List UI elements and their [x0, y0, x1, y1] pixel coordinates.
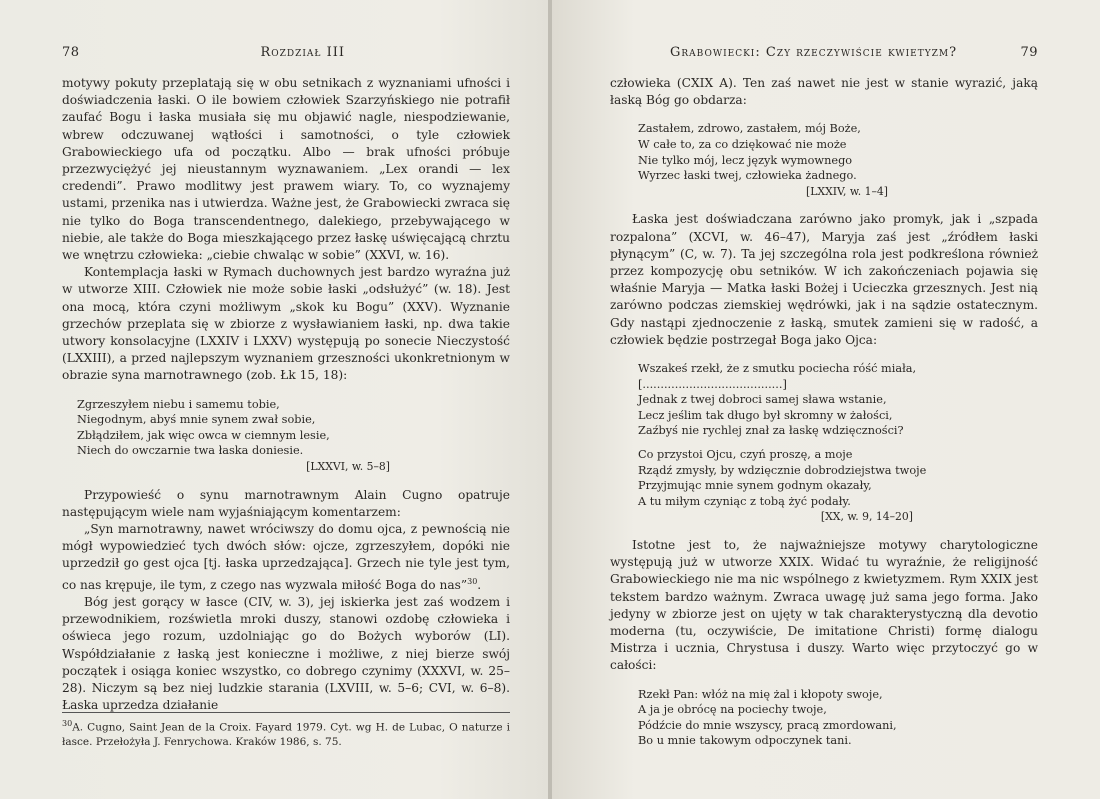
- poem-line: Niegodnym, abyś mnie synem zwał sobie,: [77, 413, 316, 427]
- quotation-text: „Syn marnotrawny, nawet wróciwszy do domu ojca, z pewnością nie mógł wypowiedzieć tych dwóch słów: ojcze, zgrzeszyłem, dopóki nie uprzedził go gest ojca [tj. łaska uprzedzająca]. Grzech nie tyle jest tym, co nas krępuje, ile tym, z czego nas wyzwala miłość Boga do nas”: [62, 522, 510, 592]
- poem-reference: [XX, w. 9, 14–20]: [820, 510, 913, 524]
- poem-quote: [638, 687, 1038, 749]
- poem-quote: [638, 361, 1038, 525]
- poem-line: A ja je obrócę na pociechy twoje,: [638, 703, 827, 717]
- poem-line: Zbłądziłem, jak więc owca w ciemnym lesie,: [77, 428, 330, 442]
- poem-line: Wszakeś rzekł, że z smutku pociecha róść miała,: [638, 362, 917, 375]
- poem-line: Lecz jeślim tak długo był skromny w żałości,: [638, 408, 893, 422]
- running-head: Rozdział III: [260, 45, 345, 60]
- poem-line: Pódźcie do mnie wszyscy, pracą zmordowani,: [638, 718, 897, 732]
- page-number: 78: [62, 45, 80, 60]
- footnote: [62, 712, 510, 749]
- poem-reference: [LXXVI, w. 5–8]: [306, 460, 390, 474]
- page-number: 79: [1020, 45, 1038, 60]
- right-page: [552, 0, 1100, 799]
- poem-line: Rzekł Pan: włóż na mię żal i kłopoty swoje,: [638, 687, 883, 701]
- poem-line: Rządź zmysły, by wdzięcznie dobrodziejstwa twoje: [638, 463, 927, 477]
- poem-line: Przyjmując mnie synem godnym okazały,: [638, 479, 872, 493]
- paragraph: Łaska jest doświadczana zarówno jako promyk, jak i „szpada rozpalona” (XCVI, w. 46–47), Maryja zaś jest „źródłem łaski płynącym” (C, w. 7). Ta jej szczególna rola jest podkreślona również przez kompozycję obu setników. W ich zakończeniach pojawia się właśnie Maryja — Matka łaski Bożej i Ucieczka grzesznych. Jest nią zarówno podczas ziemskiej wędrówki, jak i na sądzie ostatecznym. Gdy nastąpi zjednoczenie z łaską, smutek zamieni się w radość, a człowiek będzie postrzegał Boga jako Ojca:: [610, 212, 1038, 347]
- poem-line: Niech do owczarnie twa łaska doniesie.: [77, 444, 304, 458]
- poem-line: Jednak z twej dobroci samej sława wstanie,: [638, 393, 887, 407]
- footnote-ref: 30: [467, 576, 478, 586]
- poem-quote: [638, 121, 1038, 199]
- right-body: [610, 75, 1038, 749]
- poem-line: Zastałem, zdrowo, zastałem, mój Boże,: [638, 122, 861, 136]
- poem-line: W całe to, za co dziękować nie może: [638, 138, 847, 151]
- footnote-text: A. Cugno, Saint Jean de la Croix. Fayard 1979. Cyt. wg H. de Lubac, O naturze i łasce. Przełożyła J. Fenrychowa. Kraków 1986, s. 75.: [62, 721, 510, 748]
- poem-line: Zgrzeszyłem niebu i samemu tobie,: [77, 397, 280, 411]
- left-page: [0, 0, 548, 799]
- poem-line: A tu miłym czyniąc z tobą żyć podały.: [638, 494, 851, 508]
- quotation: „Syn marnotrawny, nawet wróciwszy do domu ojca, z pewnością nie mógł wypowiedzieć tych dwóch słów: ojcze, zgrzeszyłem, dopóki nie uprzedził go gest ojca [tj. łaska uprzedzająca]. Grzech nie tyle jest tym, co nas krępuje, ile tym, z czego nas wyzwala miłość Boga do nas”$^{30}$.: [62, 522, 510, 592]
- right-page-header: [610, 45, 1038, 75]
- paragraph: Kontemplacja łaski w Rymach duchownych jest bardzo wyraźna już w utworze XIII. Człowiek nie może sobie łaski „odsłużyć” (w. 18). Jest ona mocą, która czyni możliwym „skok ku Bogu” (XXV). Wyznanie grzechów przeplata się w zbiorze z wysławianiem łaski, np. dwa takie utwory konsolacyjne (LXXIV i LXXV) występują po sonecie Nieczystość (LXXIII), a przed najlepszym wyznaniem grzeszności ukonkretnionym w obrazie syna marnotrawnego (zob. Łk 15, 18):: [62, 265, 510, 383]
- paragraph: Przypowieść o synu marnotrawnym Alain Cugno opatruje następującym wiele nam wyjaśniającym komentarzem:: [62, 487, 510, 519]
- poem-line: Zaźbyś nie rychlej znał za łaskę wdzięczności?: [638, 424, 904, 438]
- poem-line: Nie tylko mój, lecz język wymownego: [638, 153, 853, 167]
- left-page-header: [62, 45, 510, 75]
- poem-quote: [77, 397, 510, 475]
- paragraph: Bóg jest gorący w łasce (CIV, w. 3), jej iskierka jest zaś wodzem i przewodnikiem, rozświetla mroki duszy, stanowi ozdobę człowieka i oświeca jego rozum, uzdolniając go do Bożych wyborów (LI). Współdziałanie z łaską jest konieczne i możliwe, z niej bierze swój początek i osiąga koniec wszystko, co dobrego czynimy (XXXVI, w. 25–28). Niczym są bez niej ludzkie starania (LXVIII, w. 5–6; CVI, w. 6–8). Łaska uprzedza działanie: [62, 594, 510, 713]
- poem-line: Co przystoi Ojcu, czyń proszę, a moje: [638, 447, 853, 461]
- paragraph: Istotne jest to, że najważniejsze motywy charytologiczne występują już w utworze XXIX. Widać tu wyraźnie, że religijność Grabowieckiego nie ma nic wspólnego z kwietyzmem. Rym XXIX jest tekstem bardzo ważnym. Zwraca uwagę już sama jego forma. Jako jedyny w zbiorze jest on ujęty w tak charakterystyczną dla devotio moderna (tu, oczywiście, De imitatione Christi) formę dialogu Mistrza i ucznia, Chrystusa i duszy. Warto więc przytoczyć go w całości:: [610, 537, 1038, 673]
- poem-line: [.......................................]: [638, 377, 787, 391]
- poem-line: Wyrzec łaski twej, człowieka żadnego.: [638, 169, 857, 183]
- running-head: Grabowiecki: Czy rzeczywiście kwietyzm?: [670, 45, 958, 60]
- left-body: [62, 75, 510, 714]
- paragraph: człowieka (CXIX A). Ten zaś nawet nie jest w stanie wyrazić, jaką łaską Bóg go obdarza:: [610, 76, 1038, 108]
- footnote-number: 30: [62, 719, 73, 728]
- poem-line: Bo u mnie takowym odpoczynek tani.: [638, 734, 852, 748]
- poem-reference: [LXXIV, w. 1–4]: [806, 184, 888, 198]
- stanza-gap: [638, 439, 1038, 447]
- paragraph: motywy pokuty przeplatają się w obu setnikach z wyznaniami ufności i doświadczenia łaski. O ile bowiem człowiek Szarzyńskiego nie potrafił zaufać Bogu i łaska musiała się mu objawić nagle, niespodziewanie, wbrew odczuwanej wątłości i samotności, o tyle człowiek Grabowieckiego ufa od początku. Albo — brak ufności próbuje przezwyciężyć jej nieustannym wyznawaniem. „Lex orandi — lex credendi”. Prawo modlitwy jest prawem wiary. To, co wyznajemy ustami, przenika nas i utwierdza. Ważne jest, że Grabowiecki zwraca się nie tylko do Boga transcendentnego, dalekiego, przebywającego w niebie, ale także do Boga mieszkającego przez łaskę uświęcającą chrztu we wnętrzu człowieka: „ciebie chwaląc w sobie” (XXVI, w. 16).: [62, 76, 510, 263]
